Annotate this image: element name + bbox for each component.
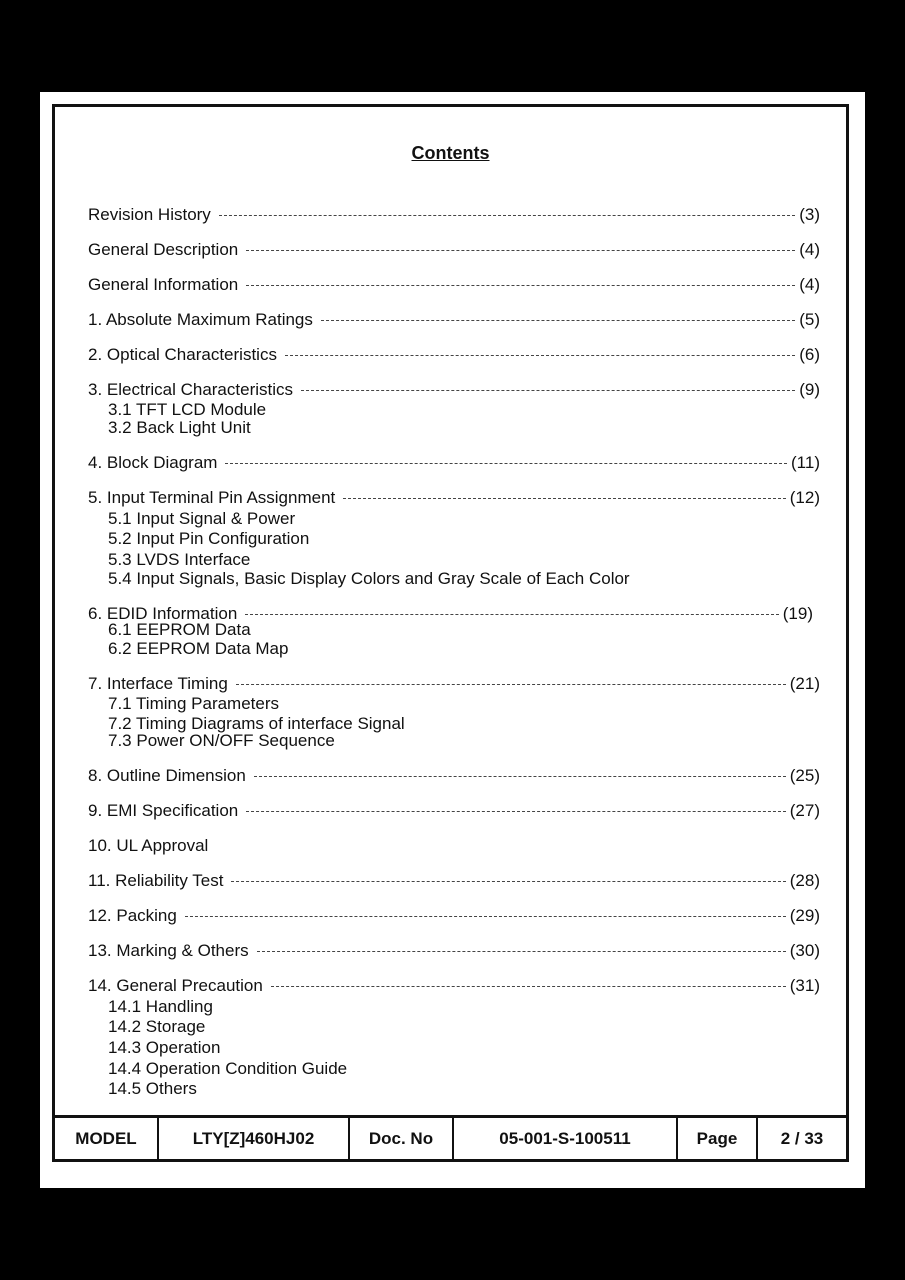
toc-entry-page: (9): [799, 380, 820, 399]
toc-entry[interactable]: [88, 310, 820, 330]
toc-entry-label: 5. Input Terminal Pin Assignment: [88, 488, 336, 507]
toc-entry-label: 1. Absolute Maximum Ratings: [88, 310, 313, 329]
toc-entry-page: (12): [789, 488, 820, 507]
toc-entry[interactable]: [88, 941, 820, 961]
toc-entry[interactable]: [88, 275, 820, 295]
footer-page-value: 2 / 33: [780, 1128, 824, 1148]
toc-subentry[interactable]: 14.3 Operation: [108, 1038, 221, 1057]
toc-entry-label: 4. Block Diagram: [88, 453, 218, 472]
toc-entry-label: 11. Reliability Test: [88, 871, 224, 890]
dot-leader: [225, 463, 787, 464]
toc-subentry[interactable]: 5.3 LVDS Interface: [108, 550, 251, 569]
dot-leader: [231, 881, 785, 882]
footer-doc-label: Doc. No: [350, 1118, 454, 1159]
toc-entry[interactable]: [88, 871, 820, 891]
dot-leader: [245, 614, 778, 615]
toc-entry[interactable]: [88, 453, 820, 473]
footer-model-value: LTY[Z]460HJ02: [159, 1118, 350, 1159]
toc-entry-page: (3): [799, 205, 820, 224]
toc-entry-page: (30): [789, 941, 820, 960]
toc-subentry[interactable]: 5.2 Input Pin Configuration: [108, 529, 310, 548]
toc-entry-page: (4): [799, 240, 820, 259]
dot-leader: [246, 250, 795, 251]
contents-title: Contents: [411, 143, 490, 163]
toc-entry[interactable]: [88, 976, 820, 996]
toc-subentry[interactable]: 14.5 Others: [108, 1079, 197, 1098]
toc-entry-label: 12. Packing: [88, 906, 177, 925]
toc-entry[interactable]: [88, 488, 820, 508]
dot-leader: [301, 390, 795, 391]
dot-leader: [321, 320, 795, 321]
toc-subentry[interactable]: 14.2 Storage: [108, 1017, 206, 1036]
toc-entry[interactable]: [88, 836, 820, 856]
toc-entry-label: Revision History: [88, 205, 211, 224]
toc-subentry[interactable]: 5.1 Input Signal & Power: [108, 509, 296, 528]
footer-model-label: MODEL: [55, 1118, 159, 1159]
toc-subentry[interactable]: 7.3 Power ON/OFF Sequence: [108, 731, 335, 750]
toc-entry-page: (6): [799, 345, 820, 364]
page-border: [52, 104, 849, 1162]
toc-entry[interactable]: [88, 205, 820, 225]
dot-leader: [257, 951, 786, 952]
toc-entry-page: (21): [789, 674, 820, 693]
toc-entry-label: 9. EMI Specification: [88, 801, 239, 820]
toc-entry-page: (5): [799, 310, 820, 329]
footer-doc-value: 05-001-S-100511: [454, 1118, 678, 1159]
toc-entry[interactable]: [88, 345, 820, 365]
dot-leader: [246, 811, 786, 812]
toc-subentry[interactable]: 3.1 TFT LCD Module: [108, 400, 267, 419]
toc-entry-page: (31): [789, 976, 820, 995]
toc-subentry[interactable]: 6.1 EEPROM Data: [108, 620, 251, 639]
toc-entry-label: General Description: [88, 240, 239, 259]
toc-entry[interactable]: [88, 674, 820, 694]
toc-subentry[interactable]: 14.1 Handling: [108, 997, 213, 1016]
dot-leader: [343, 498, 786, 499]
toc-entry-page: (25): [789, 766, 820, 785]
toc-entry-label: 13. Marking & Others: [88, 941, 249, 960]
toc-subentry[interactable]: 7.2 Timing Diagrams of interface Signal: [108, 714, 405, 733]
toc-entry[interactable]: [88, 240, 820, 260]
dot-leader: [254, 776, 786, 777]
toc-entry-label: 14. General Precaution: [88, 976, 263, 995]
toc-entry-page: (29): [789, 906, 820, 925]
toc-entry[interactable]: [88, 906, 820, 926]
toc-entry[interactable]: [88, 766, 820, 786]
dot-leader: [246, 285, 795, 286]
footer-page-label: Page: [678, 1118, 758, 1159]
toc-entry-label: 6. EDID Information: [88, 604, 238, 623]
dot-leader: [185, 916, 786, 917]
dot-leader: [271, 986, 786, 987]
toc-entry-label: 2. Optical Characteristics: [88, 345, 277, 364]
toc-subentry[interactable]: 3.2 Back Light Unit: [108, 418, 251, 437]
toc-entry-page: (28): [789, 871, 820, 890]
toc-entry-label: 7. Interface Timing: [88, 674, 228, 693]
toc-entry-page: (11): [791, 453, 820, 472]
dot-leader: [285, 355, 795, 356]
document-page: [40, 92, 865, 1188]
toc-subentry[interactable]: 7.1 Timing Parameters: [108, 694, 280, 713]
toc-entry-label: 3. Electrical Characteristics: [88, 380, 294, 399]
toc-entry[interactable]: [88, 380, 820, 400]
toc-subentry[interactable]: 5.4 Input Signals, Basic Display Colors and Gray Scale of Each Color: [108, 569, 630, 588]
document-footer: [55, 1115, 846, 1159]
toc-entry-label: 8. Outline Dimension: [88, 766, 246, 785]
dot-leader: [236, 684, 786, 685]
toc-subentry[interactable]: 6.2 EEPROM Data Map: [108, 639, 289, 658]
toc-entry-page: (27): [789, 801, 820, 820]
toc-subentry[interactable]: 14.4 Operation Condition Guide: [108, 1059, 348, 1078]
toc-entry-label: 10. UL Approval: [88, 836, 209, 855]
dot-leader: [219, 215, 795, 216]
toc-entry-label: General Information: [88, 275, 239, 294]
toc-entry-page: (4): [799, 275, 820, 294]
toc-entry[interactable]: [88, 801, 820, 821]
toc-entry-page: (19): [782, 604, 813, 623]
